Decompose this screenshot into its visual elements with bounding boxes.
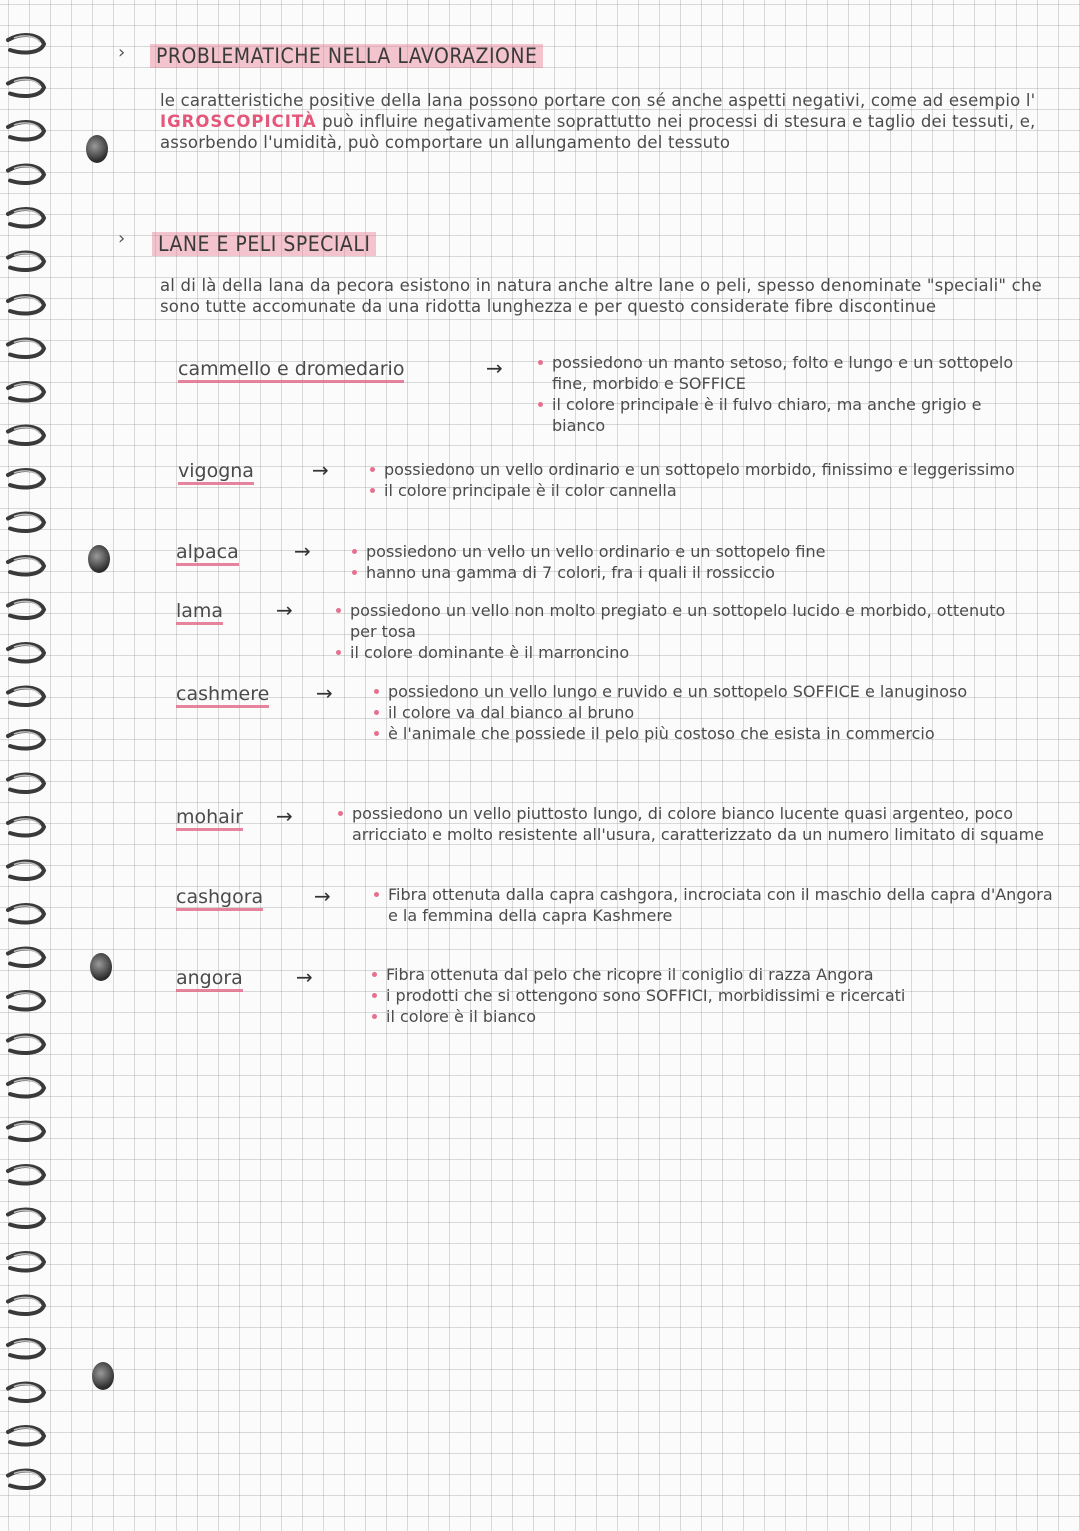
list-item: Fibra ottenuta dalla capra cashgora, incrociata con il maschio della capra d'Angora e la femmina della capra Kashmere	[374, 884, 1054, 926]
list-item: possiedono un vello non molto pregiato e un sottopelo lucido e morbido, ottenuto per tosa	[336, 600, 1036, 642]
desc-cashmere	[374, 681, 1044, 744]
list-item: il colore principale è il fulvo chiaro, ma anche grigio e bianco	[538, 394, 1038, 436]
list-item: il colore va dal bianco al bruno	[374, 702, 1044, 723]
list-item: possiedono un manto setoso, folto e lungo e un sottopelo fine, morbido e SOFFICE	[538, 352, 1038, 394]
term-lama: lama	[176, 600, 223, 625]
section-title-lane: LANE E PELI SPECIALI	[152, 232, 376, 256]
list-item: Fibra ottenuta dal pelo che ricopre il coniglio di razza Angora	[372, 964, 1032, 985]
term-cammello: cammello e dromedario	[178, 358, 404, 383]
highlighted-term: IGROSCOPICITÀ	[160, 112, 317, 131]
term-vigogna: vigogna	[178, 460, 254, 485]
arrow-icon: →	[314, 884, 331, 908]
desc-cashgora	[374, 884, 1054, 926]
desc-mohair	[338, 803, 1058, 845]
term-angora: angora	[176, 967, 243, 992]
arrow-icon: →	[296, 965, 313, 989]
term-cashgora: cashgora	[176, 886, 263, 911]
paragraph-text: le caratteristiche positive della lana possono portare con sé anche aspetti negativi, come ad esempio l'	[160, 91, 1036, 110]
list-item: possiedono un vello ordinario e un sottopelo morbido, finissimo e leggerissimo	[370, 459, 1050, 480]
list-item: il colore è il bianco	[372, 1006, 1032, 1027]
section-marker: ›	[118, 42, 126, 63]
paragraph-text: può influire negativamente soprattutto nei processi di stesura e taglio dei tessuti, e, assorbendo l'umidità, può comportare un allungamento del tessuto	[160, 112, 1036, 152]
lane-intro-paragraph: al di là della lana da pecora esistono in natura anche altre lane o peli, spesso denominate "speciali" che sono tutte accomunate da una ridotta lunghezza e per questo considerate fibre discontinue	[160, 276, 1042, 316]
desc-angora	[372, 964, 1032, 1027]
list-item: il colore dominante è il marroncino	[336, 642, 1036, 663]
desc-cammello	[538, 352, 1038, 436]
list-item: possiedono un vello piuttosto lungo, di colore bianco lucente quasi argenteo, poco arricciato e molto resistente all'usura, caratterizzato da un numero limitato di squame	[338, 803, 1058, 845]
desc-lama	[336, 600, 1036, 663]
desc-alpaca	[352, 541, 1032, 583]
list-item: è l'animale che possiede il pelo più costoso che esista in commercio	[374, 723, 1044, 744]
list-item: il colore principale è il color cannella	[370, 480, 1050, 501]
arrow-icon: →	[486, 356, 503, 380]
arrow-icon: →	[276, 598, 293, 622]
list-item: hanno una gamma di 7 colori, fra i quali il rossiccio	[352, 562, 1032, 583]
list-item: possiedono un vello un vello ordinario e un sottopelo fine	[352, 541, 1032, 562]
desc-vigogna	[370, 459, 1050, 501]
section-title-problematiche: PROBLEMATICHE NELLA LAVORAZIONE	[150, 44, 543, 68]
arrow-icon: →	[294, 539, 311, 563]
arrow-icon: →	[312, 458, 329, 482]
problematiche-paragraph	[160, 90, 1060, 153]
term-alpaca: alpaca	[176, 541, 239, 566]
list-item: possiedono un vello lungo e ruvido e un sottopelo SOFFICE e lanuginoso	[374, 681, 1044, 702]
section-marker: ›	[118, 228, 126, 249]
term-mohair: mohair	[176, 806, 243, 831]
arrow-icon: →	[276, 804, 293, 828]
list-item: i prodotti che si ottengono sono SOFFICI, morbidissimi e ricercati	[372, 985, 1032, 1006]
arrow-icon: →	[316, 681, 333, 705]
term-cashmere: cashmere	[176, 683, 269, 708]
